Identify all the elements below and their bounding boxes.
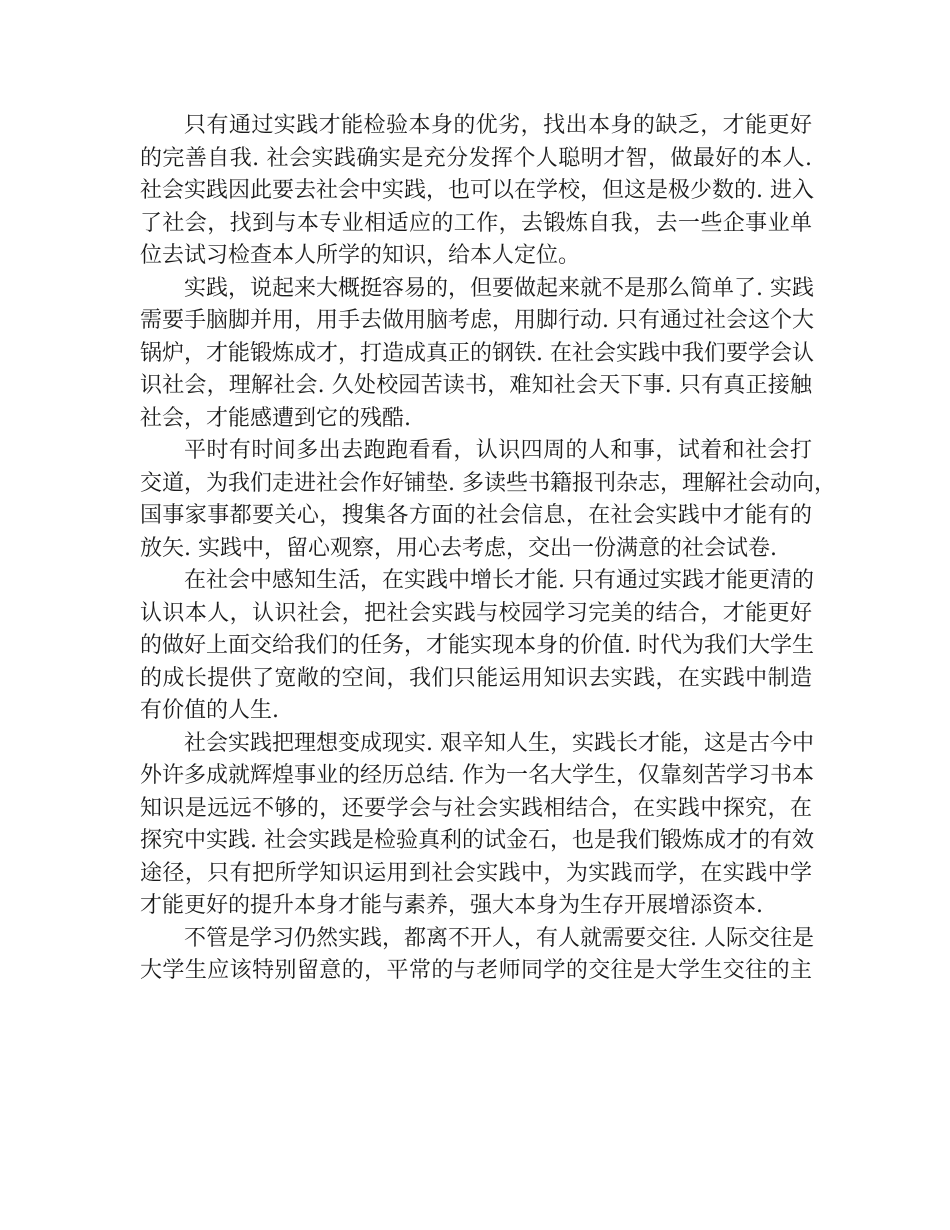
paragraph: [140, 728, 812, 923]
text-line: 的完善自我. 社会实践确实是充分发挥个人聪明才智，做最好的本人.: [140, 145, 812, 171]
text-line: 交道，为我们走进社会作好铺垫. 多读些书籍报刊杂志，理解社会动向，: [140, 470, 836, 496]
text-line: 社会实践因此要去社会中实践，也可以在学校，但这是极少数的. 进入: [140, 178, 814, 203]
text-line: 不管是学习仍然实践，都离不开人，有人就需要交往. 人际交往是: [184, 925, 814, 951]
text-line: 在社会中感知生活，在实践中增长才能. 只有通过实践才能更清的: [184, 568, 814, 593]
text-line: 有价值的人生.: [140, 698, 279, 723]
text-line: 了社会，找到与本专业相适应的工作，去锻炼自我，去一些企事业单: [140, 210, 812, 236]
paragraph: [140, 565, 812, 728]
text-line: 实践，说起来大概挺容易的，但要做起来就不是那么简单了. 实践: [184, 275, 814, 301]
text-line: 才能更好的提升本身才能与素养，强大本身为生存开展增添资本.: [140, 893, 763, 918]
text-line: 社会，才能感遭到它的残酷.: [140, 405, 411, 431]
text-line: 大学生应该特别留意的，平常的与老师同学的交往是大学生交往的主: [140, 958, 812, 983]
paragraph: [140, 435, 836, 565]
document-body: [140, 110, 836, 988]
text-line: 探究中实践. 社会实践是检验真利的试金石，也是我们锻炼成才的有效: [140, 828, 814, 853]
text-line: 知识是远远不够的，还要学会与社会实践相结合，在实践中探究，在: [140, 795, 812, 821]
text-line: 只有通过实践才能检验本身的优劣，找出本身的缺乏，才能更好: [184, 113, 812, 138]
paragraph: [140, 273, 812, 436]
text-line: 途径，只有把所学知识运用到社会实践中，为实践而学，在实践中学: [140, 860, 812, 886]
text-line: 位去试习检查本人所学的知识，给本人定位。: [140, 243, 581, 268]
text-line: 锅炉，才能锻炼成才，打造成真正的钢铁. 在社会实践中我们要学会认: [140, 340, 814, 366]
paragraph: [140, 110, 812, 273]
text-line: 国事家事都要关心，搜集各方面的社会信息，在社会实践中才能有的: [140, 503, 812, 528]
text-line: 识社会，理解社会. 久处校园苦读书，难知社会天下事. 只有真正接触: [140, 373, 812, 398]
text-line: 放矢. 实践中，留心观察，用心去考虑，交出一份满意的社会试卷.: [140, 535, 777, 561]
paragraph: [140, 923, 812, 988]
text-line: 认识本人，认识社会，把社会实践与校园学习完美的结合，才能更好: [140, 600, 812, 626]
text-line: 的成长提供了宽敞的空间，我们只能运用知识去实践，在实践中制造: [140, 665, 812, 691]
text-line: 外许多成就辉煌事业的经历总结. 作为一名大学生，仅靠刻苦学习书本: [140, 763, 814, 788]
text-line: 平时有时间多出去跑跑看看，认识四周的人和事，试着和社会打: [184, 438, 812, 463]
text-line: 社会实践把理想变成现实. 艰辛知人生，实践长才能，这是古今中: [184, 730, 814, 756]
text-line: 需要手脑脚并用，用手去做用脑考虑，用脚行动. 只有通过社会这个大: [140, 308, 814, 333]
text-line: 的做好上面交给我们的任务，才能实现本身的价值. 时代为我们大学生: [140, 633, 814, 658]
